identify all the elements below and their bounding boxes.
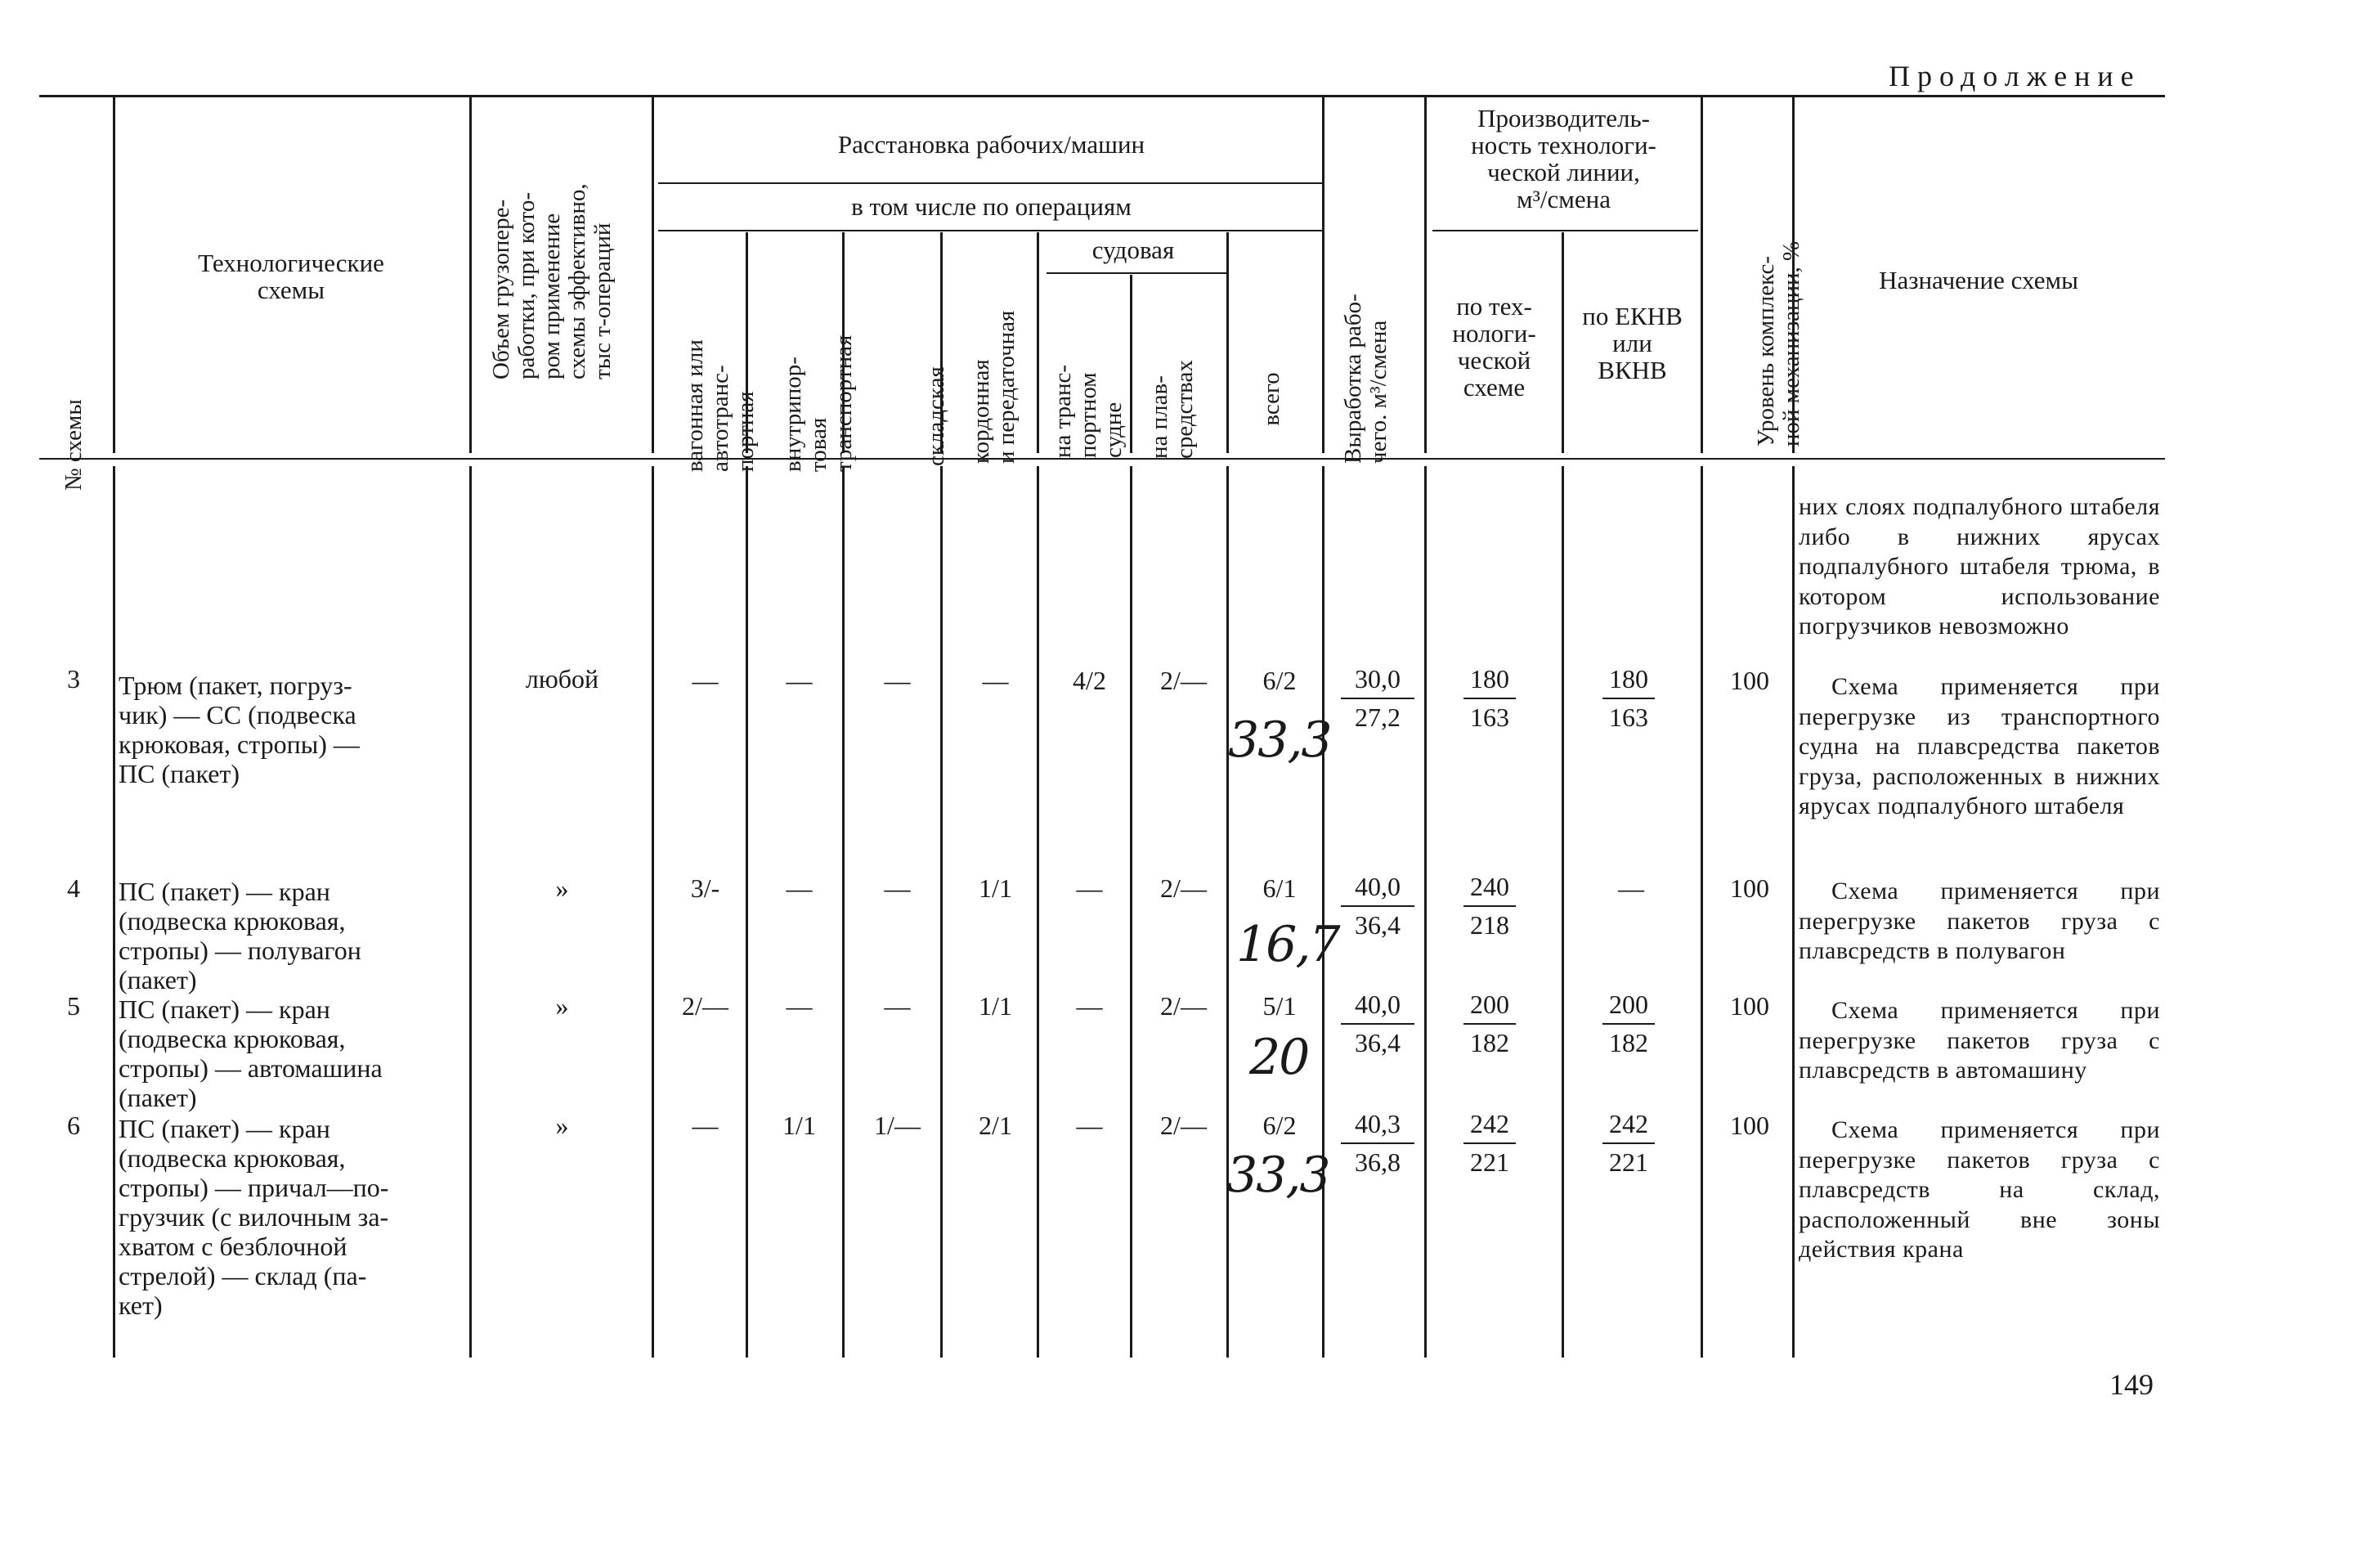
- row-5-scheme: ПС (пакет) — кран (подвеска крюковая, стропы) — автомашина (пакет): [119, 994, 383, 1112]
- row-6-warehouse: 1/—: [874, 1111, 921, 1140]
- row-5-output-top: 40,0: [1341, 990, 1414, 1025]
- row-3-output: [1341, 664, 1414, 733]
- row-5-transport-ship: —: [1076, 991, 1103, 1021]
- row-5-warehouse: —: [884, 991, 911, 1021]
- row-5-output-bottom: 36,4: [1355, 1028, 1401, 1057]
- row-6-handwritten-note: 33,3: [1226, 1147, 1329, 1204]
- row-5-ekniv-bottom: 182: [1609, 1028, 1648, 1057]
- page-number: 149: [2109, 1368, 2154, 1401]
- row-4-mechanization: 100: [1730, 873, 1769, 903]
- body-rule-12: [1562, 466, 1564, 1358]
- row-3-transport-ship: 4/2: [1073, 666, 1106, 695]
- body-rule-2: [469, 466, 472, 1358]
- col-rule-3: [652, 97, 654, 453]
- row-3-scheme: Трюм (пакет, погруз- чик) — СС (подвеска крюковая, стропы) — ПС (пакет): [119, 671, 360, 788]
- row-5-cordon: 1/1: [979, 991, 1012, 1021]
- row-3-productivity: [1463, 664, 1516, 733]
- col-header-volume: Объем грузопере- работки, при кото- ром применение схемы эффективно, тыс т-операций: [488, 183, 616, 379]
- row-4-warehouse: —: [884, 873, 911, 903]
- row-5-output: [1341, 990, 1414, 1058]
- row-3-ekniv: [1602, 664, 1655, 733]
- row-4-productivity: [1463, 872, 1516, 940]
- row-4-scheme: ПС (пакет) — кран (подвеска крюковая, стропы) — полувагон (пакет): [119, 877, 361, 994]
- body-rule-3: [652, 466, 654, 1358]
- row-6-floating: 2/—: [1160, 1111, 1207, 1140]
- body-rule-5: [842, 466, 845, 1358]
- row-6-internal: 1/1: [782, 1111, 816, 1140]
- row-6-mechanization: 100: [1730, 1111, 1769, 1140]
- row-4-internal: —: [786, 873, 813, 903]
- row-6-output-bottom: 36,8: [1355, 1147, 1401, 1177]
- row-4-transport-ship: —: [1076, 873, 1103, 903]
- col-header-on-transport-ship: на транс- портном судне: [1050, 364, 1127, 458]
- row-6-ekniv-top: 242: [1602, 1109, 1655, 1144]
- body-rule-9: [1226, 466, 1229, 1358]
- row-6-output: [1341, 1109, 1414, 1178]
- row-3-total: 6/2: [1262, 666, 1297, 695]
- row-4-output-top: 40,0: [1341, 872, 1414, 907]
- row-6-output-top: 40,3: [1341, 1109, 1414, 1144]
- purpose-carryover: них слоях подпалубного штабеля либо в нижних ярусах подпалубного штабеля трюма, в котором использование погрузчиков невозможно: [1799, 493, 2160, 640]
- row-6-prod-bottom: 221: [1470, 1147, 1509, 1177]
- col-rule-2: [469, 97, 472, 453]
- body-rule-1: [113, 466, 115, 1358]
- col-header-total: всего: [1258, 372, 1284, 426]
- col-header-mechanization: Уровень комплекс- ной механизации, %: [1753, 240, 1804, 447]
- col-rule-1: [113, 97, 115, 453]
- row-5-internal: —: [786, 991, 813, 1021]
- row-4-wagon: 3/-: [690, 873, 720, 903]
- placement-subrule: [658, 182, 1324, 184]
- row-5-ekniv: [1602, 990, 1655, 1058]
- col-header-warehouse: складская: [923, 366, 949, 466]
- row-3-purpose: Схема применяется при перегрузке из транспортного судна на плавсредства пакетов груза, расположенных в нижних ярусах подпалубного штабеля: [1799, 673, 2160, 819]
- col-header-placement: Расстановка рабочих/машин: [837, 130, 1145, 159]
- row-3-prod-bottom: 163: [1470, 702, 1509, 732]
- row-3-internal: —: [786, 666, 813, 695]
- body-rule-6: [940, 466, 943, 1358]
- row-5-floating: 2/—: [1160, 991, 1207, 1021]
- col-header-productivity: Производитель- ность технологи- ческой линии, м³/смена: [1471, 104, 1656, 213]
- operations-subrule: [658, 230, 1324, 231]
- continuation-label: Продолжение: [1889, 60, 2141, 92]
- row-6-wagon: —: [692, 1111, 719, 1140]
- row-3-output-bottom: 27,2: [1355, 702, 1401, 732]
- col-header-by-scheme: по тех- нологи- ческой схеме: [1452, 292, 1536, 402]
- row-3-warehouse: —: [884, 666, 911, 695]
- header-bottom-rule: [39, 458, 2165, 460]
- row-4-num: 4: [67, 873, 80, 903]
- row-5-productivity: [1463, 990, 1516, 1058]
- row-5-ekniv-top: 200: [1602, 990, 1655, 1025]
- row-6-cordon: 2/1: [979, 1111, 1012, 1140]
- row-3-volume: любой: [525, 664, 599, 693]
- col-header-ship: судовая: [1091, 236, 1175, 264]
- col-header-cordon: кордонная и передаточная: [968, 310, 1020, 464]
- row-3-mechanization: 100: [1730, 666, 1769, 695]
- col-header-output: Выработка рабо- чего. м³/смена: [1340, 294, 1392, 464]
- body-rule-8: [1130, 466, 1132, 1358]
- row-6-prod-top: 242: [1463, 1109, 1516, 1144]
- row-5-purpose: Схема применяется при перегрузке пакетов груза с плавсредств в автомашину: [1799, 997, 2160, 1084]
- body-rule-11: [1424, 466, 1427, 1358]
- row-5-prod-top: 200: [1463, 990, 1516, 1025]
- row-6-total: 6/2: [1262, 1111, 1297, 1140]
- row-3-cordon: —: [982, 666, 1009, 695]
- row-6-ekniv: [1602, 1109, 1655, 1178]
- row-4-volume: »: [555, 873, 569, 903]
- row-6-purpose: Схема применяется при перегрузке пакетов груза с плавсредств на склад, расположенный вне зоны действия крана: [1799, 1116, 2160, 1263]
- col-header-num: № схемы: [61, 399, 87, 491]
- table-top-rule: [39, 95, 2165, 97]
- row-6-scheme: ПС (пакет) — кран (подвеска крюковая, стропы) — причал—по- грузчик (с вилочным за- хватом с безблочной стрелой) — склад (па- кет): [119, 1114, 389, 1320]
- body-rule-4: [746, 466, 748, 1358]
- body-rule-14: [1792, 466, 1795, 1358]
- col-header-by-operations: в том числе по операциям: [851, 192, 1132, 221]
- row-5-prod-bottom: 182: [1470, 1028, 1509, 1057]
- row-6-ekniv-bottom: 221: [1609, 1147, 1648, 1177]
- row-4-output-bottom: 36,4: [1355, 910, 1401, 940]
- row-4-total: 6/1: [1262, 873, 1297, 903]
- row-3-wagon: —: [692, 666, 719, 695]
- row-4-handwritten-note: 16,7: [1236, 916, 1339, 973]
- row-4-cordon: 1/1: [979, 873, 1012, 903]
- body-rule-13: [1701, 466, 1703, 1358]
- row-5-total: 5/1: [1262, 991, 1297, 1021]
- ship-subrule: [1047, 272, 1226, 274]
- row-5-wagon: 2/—: [682, 991, 728, 1021]
- row-4-prod-bottom: 218: [1470, 910, 1509, 940]
- row-3-ekniv-bottom: 163: [1609, 702, 1648, 732]
- row-5-handwritten-note: 20: [1249, 1029, 1309, 1086]
- col-header-internal: внутрипор- товая транспортная: [780, 334, 857, 472]
- row-6-num: 6: [67, 1111, 80, 1140]
- row-4-floating: 2/—: [1160, 873, 1207, 903]
- row-5-volume: »: [555, 991, 569, 1021]
- body-rule-7: [1037, 466, 1039, 1358]
- row-6-productivity: [1463, 1109, 1516, 1178]
- row-4-output: [1341, 872, 1414, 940]
- productivity-subrule: [1432, 230, 1698, 231]
- col-header-by-ekniv: по ЕКНВ или ВКНВ: [1582, 302, 1683, 384]
- row-4-purpose: Схема применяется при перегрузке пакетов груза с плавсредств в полувагон: [1799, 877, 2160, 964]
- row-4-ekniv: —: [1618, 873, 1644, 903]
- row-3-prod-top: 180: [1463, 664, 1516, 699]
- row-6-transport-ship: —: [1076, 1111, 1103, 1140]
- row-5-num: 5: [67, 991, 80, 1021]
- row-5-mechanization: 100: [1730, 991, 1769, 1021]
- col-header-wagon: вагонная или автотранс- портная: [682, 339, 759, 472]
- row-3-ekniv-top: 180: [1602, 664, 1655, 699]
- col-header-purpose: Назначение схемы: [1879, 266, 2078, 294]
- col-rule-9: [1226, 232, 1229, 453]
- body-rule-10: [1322, 466, 1324, 1358]
- col-header-on-floating: на плав- средствах: [1146, 360, 1198, 459]
- row-3-output-top: 30,0: [1341, 664, 1414, 699]
- row-3-handwritten-note: 33,3: [1228, 711, 1331, 769]
- row-3-floating: 2/—: [1160, 666, 1207, 695]
- row-3-num: 3: [67, 664, 80, 693]
- row-6-volume: »: [555, 1111, 569, 1140]
- row-4-prod-top: 240: [1463, 872, 1516, 907]
- col-rule-13: [1701, 97, 1703, 453]
- col-header-tech: Технологические схемы: [198, 249, 384, 304]
